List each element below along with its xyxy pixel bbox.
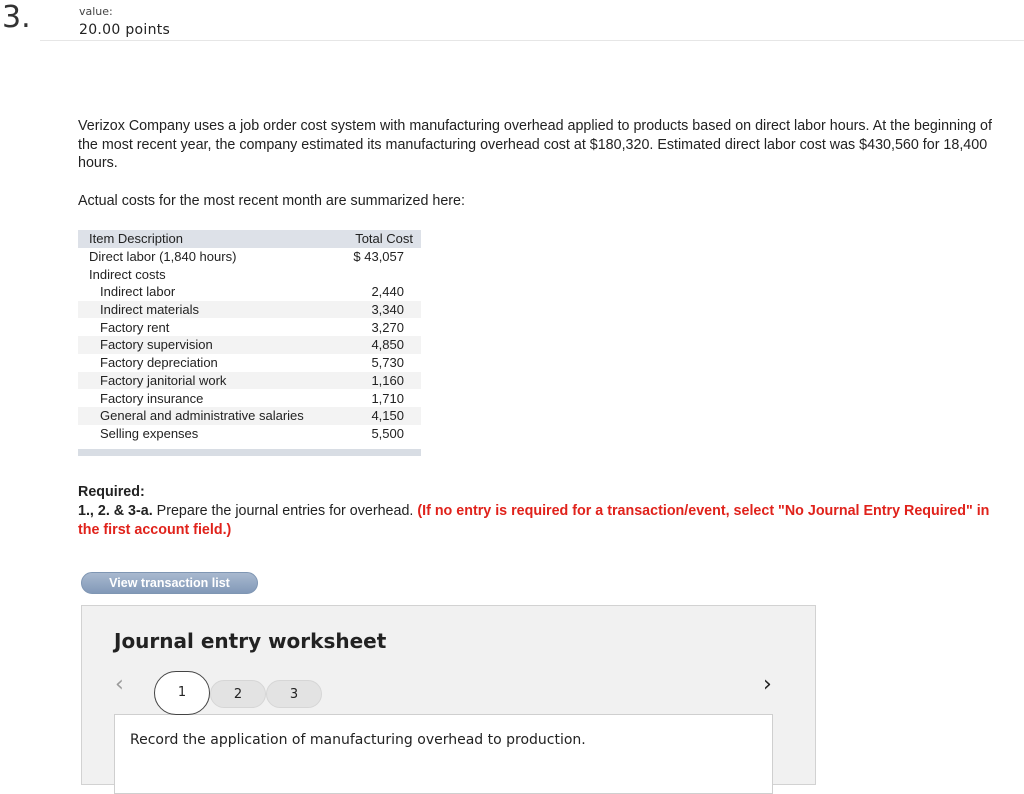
table-row xyxy=(78,354,421,372)
row-amount: 3,340 xyxy=(342,301,421,319)
table-row xyxy=(78,283,421,301)
row-description: General and administrative salaries xyxy=(78,407,342,425)
value-label: value: xyxy=(79,5,113,18)
row-description: Factory insurance xyxy=(100,390,204,406)
required-instruction: Prepare the journal entries for overhead. xyxy=(152,503,418,519)
journal-entry-worksheet xyxy=(81,605,816,785)
required-parts-label: 1., 2. & 3-a. xyxy=(78,503,153,519)
header-divider xyxy=(40,40,1024,41)
row-amount: 4,150 xyxy=(342,407,421,425)
row-description: Factory depreciation xyxy=(100,355,218,371)
required-note: (If no entry is required for a transaction/event, select "No Journal Entry Required" in the first account field.) xyxy=(78,503,990,538)
table-row xyxy=(78,265,421,283)
table-row xyxy=(78,301,421,319)
table-row xyxy=(78,336,421,354)
row-amount xyxy=(342,265,421,283)
required-title: Required: xyxy=(78,484,145,500)
table-row xyxy=(78,318,421,336)
header-total-cost: Total Cost xyxy=(342,230,421,248)
problem-paragraph: Verizox Company uses a job order cost system with manufacturing overhead applied to products based on direct labor hours. At the beginning of the most recent year, the company estimated its manufacturing overhead cost at $180,320. Estimated direct labor cost was $430,560 for 18,400 hours. xyxy=(78,118,992,171)
row-amount: 5,500 xyxy=(371,425,404,441)
table-row xyxy=(78,425,421,443)
row-amount: 3,270 xyxy=(371,319,404,335)
step-button-2[interactable]: 2 xyxy=(210,680,266,708)
row-amount: 2,440 xyxy=(371,284,404,300)
worksheet-instruction: Record the application of manufacturing overhead to production. xyxy=(130,732,586,748)
row-amount: 1,710 xyxy=(371,390,404,406)
row-description: Selling expenses xyxy=(100,425,199,441)
question-number: 3. xyxy=(2,0,31,35)
row-description: Indirect costs xyxy=(89,266,166,282)
cost-table xyxy=(78,230,421,442)
previous-chevron-icon[interactable]: ‹ xyxy=(115,672,124,697)
cost-table-header xyxy=(78,230,421,248)
table-row xyxy=(78,248,421,266)
row-amount: $ 43,057 xyxy=(353,249,404,265)
row-description: Indirect materials xyxy=(78,301,342,319)
worksheet-title: Journal entry worksheet xyxy=(114,629,387,653)
row-description: Indirect labor xyxy=(100,284,176,300)
next-chevron-icon[interactable]: › xyxy=(763,672,772,697)
row-amount: 1,160 xyxy=(342,372,421,390)
step-button-1[interactable]: 1 xyxy=(154,671,210,715)
summary-text: Actual costs for the most recent month are summarized here: xyxy=(78,193,465,209)
required-text xyxy=(78,502,998,539)
view-transaction-list-button[interactable]: View transaction list xyxy=(81,572,258,594)
row-description: Factory supervision xyxy=(78,336,342,354)
header-description: Item Description xyxy=(78,230,342,248)
points-value: 20.00 points xyxy=(79,22,171,38)
row-description: Factory janitorial work xyxy=(78,372,342,390)
row-amount: 5,730 xyxy=(371,355,404,371)
row-description: Direct labor (1,840 hours) xyxy=(89,249,237,265)
step-button-3[interactable]: 3 xyxy=(266,680,322,708)
row-description: Factory rent xyxy=(100,319,170,335)
table-row xyxy=(78,407,421,425)
worksheet-instruction-card xyxy=(114,714,773,794)
table-row xyxy=(78,389,421,407)
table-footer-bar xyxy=(78,449,421,456)
table-row xyxy=(78,372,421,390)
row-amount: 4,850 xyxy=(342,336,421,354)
